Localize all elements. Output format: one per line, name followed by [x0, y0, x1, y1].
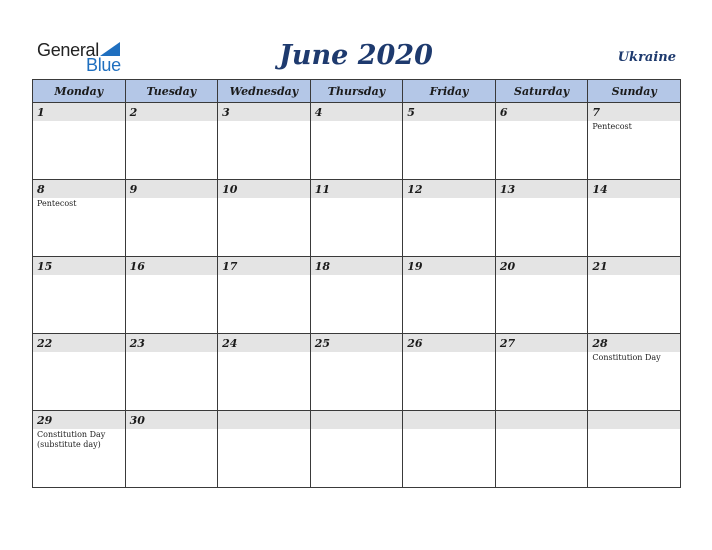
day-number: 25 [314, 337, 330, 350]
day-cell [495, 180, 588, 257]
weekday-header: Wednesday [218, 80, 311, 103]
day-number: 30 [129, 414, 145, 427]
day-number-bar [588, 334, 680, 352]
holiday-event [311, 121, 403, 122]
weekday-header: Tuesday [125, 80, 218, 103]
holiday-event [403, 429, 495, 430]
day-number: 4 [314, 106, 323, 119]
day-number: 17 [222, 260, 238, 273]
holiday-event [218, 198, 310, 199]
weekday-header: Sunday [588, 80, 681, 103]
holiday-event [403, 275, 495, 276]
weekday-header: Monday [33, 80, 126, 103]
holiday-event [403, 198, 495, 199]
day-cell [588, 411, 681, 488]
day-number-bar [496, 180, 588, 198]
week-row [33, 257, 681, 334]
day-cell [588, 103, 681, 180]
holiday-event: Pentecost [37, 199, 77, 208]
holiday-event [126, 429, 218, 430]
day-cell [588, 334, 681, 411]
day-number: 19 [407, 260, 423, 273]
day-number: 7 [592, 106, 601, 119]
holiday-event [403, 121, 495, 122]
day-number-bar [218, 334, 310, 352]
holiday-event [496, 121, 588, 122]
day-cell [403, 334, 496, 411]
day-cell [403, 180, 496, 257]
weekday-header-row [33, 80, 681, 103]
day-number-bar [496, 103, 588, 121]
holiday-event [311, 429, 403, 430]
day-number: 14 [592, 183, 608, 196]
day-number-bar [496, 411, 588, 429]
day-number-bar [311, 257, 403, 275]
day-number-bar [218, 411, 310, 429]
week-row [33, 334, 681, 411]
day-number: 16 [129, 260, 145, 273]
day-number-bar [403, 257, 495, 275]
day-number-bar [311, 180, 403, 198]
day-number-bar [588, 257, 680, 275]
holiday-event [588, 275, 680, 276]
day-number-bar [218, 180, 310, 198]
day-number-bar [403, 180, 495, 198]
holiday-event [218, 352, 310, 353]
day-number: 24 [222, 337, 238, 350]
day-cell [33, 180, 126, 257]
day-number-bar [33, 334, 125, 352]
day-number-bar [126, 257, 218, 275]
day-cell [588, 257, 681, 334]
day-cell [310, 411, 403, 488]
day-number: 13 [499, 183, 516, 196]
day-number: 18 [314, 260, 330, 273]
day-number: 20 [499, 260, 516, 273]
holiday-event [33, 352, 125, 353]
holiday-event: Pentecost [592, 122, 632, 131]
day-number-bar [403, 103, 495, 121]
holiday-event [311, 352, 403, 353]
day-cell [33, 257, 126, 334]
day-number-bar [33, 180, 125, 198]
day-cell [218, 103, 311, 180]
day-number: 12 [407, 183, 423, 196]
holiday-event [403, 352, 495, 353]
day-cell [125, 334, 218, 411]
day-number: 10 [222, 183, 238, 196]
day-cell [403, 411, 496, 488]
day-number-bar [311, 103, 403, 121]
logo-flag-icon [100, 42, 120, 56]
day-cell [310, 180, 403, 257]
holiday-event [311, 198, 403, 199]
day-number-bar [403, 411, 495, 429]
day-number-bar [403, 334, 495, 352]
day-number-bar [588, 180, 680, 198]
day-number: 29 [37, 414, 53, 427]
weekday-header: Thursday [310, 80, 403, 103]
day-number-bar [218, 257, 310, 275]
week-row [33, 411, 681, 488]
day-number: 26 [407, 337, 423, 350]
holiday-event [126, 198, 218, 199]
day-number-bar [126, 334, 218, 352]
day-number-bar [311, 334, 403, 352]
day-number: 5 [407, 106, 415, 119]
holiday-event [496, 429, 588, 430]
day-cell [33, 334, 126, 411]
day-number: 15 [37, 260, 53, 273]
day-number-bar [588, 411, 680, 429]
holiday-event [588, 429, 680, 430]
day-cell [495, 411, 588, 488]
holiday-event [218, 429, 310, 430]
day-cell [125, 180, 218, 257]
day-number-bar [126, 411, 218, 429]
week-row [33, 180, 681, 257]
day-number: 6 [499, 106, 508, 119]
day-cell [310, 103, 403, 180]
day-number: 27 [499, 337, 516, 350]
day-cell [588, 180, 681, 257]
day-number: 1 [37, 106, 45, 119]
day-number-bar [33, 103, 125, 121]
day-number-bar [33, 257, 125, 275]
logo-general-text: General [37, 40, 99, 60]
logo [37, 40, 127, 74]
day-number: 28 [592, 337, 608, 350]
day-number: 23 [129, 337, 145, 350]
day-cell [403, 257, 496, 334]
logo-blue-text: Blue [86, 55, 121, 75]
day-cell [218, 411, 311, 488]
day-cell [125, 411, 218, 488]
day-cell [218, 180, 311, 257]
holiday-event [311, 275, 403, 276]
holiday-event [218, 275, 310, 276]
day-number-bar [311, 411, 403, 429]
day-cell [403, 103, 496, 180]
day-number-bar [126, 103, 218, 121]
day-cell [218, 257, 311, 334]
holiday-event [496, 352, 588, 353]
calendar-grid [32, 79, 681, 488]
holiday-event [496, 275, 588, 276]
day-number: 3 [222, 106, 230, 119]
holiday-event: Constitution Day (substitute day) [37, 430, 106, 449]
day-number: 21 [592, 260, 608, 273]
day-number-bar [33, 411, 125, 429]
day-cell [310, 334, 403, 411]
day-cell [125, 257, 218, 334]
day-cell [495, 103, 588, 180]
day-number-bar [588, 103, 680, 121]
day-number: 2 [129, 106, 138, 119]
day-cell [33, 411, 126, 488]
day-number-bar [218, 103, 310, 121]
holiday-event [218, 121, 310, 122]
day-cell [495, 334, 588, 411]
holiday-event [126, 121, 218, 122]
week-row [33, 103, 681, 180]
day-number: 9 [129, 183, 138, 196]
holiday-event [126, 352, 218, 353]
holiday-event [33, 275, 125, 276]
holiday-event: Constitution Day [592, 353, 661, 362]
day-cell [495, 257, 588, 334]
day-number: 8 [37, 183, 45, 196]
country-label: Ukraine [617, 50, 676, 65]
holiday-event [496, 198, 588, 199]
day-number-bar [126, 180, 218, 198]
day-number: 22 [37, 337, 53, 350]
holiday-event [588, 198, 680, 199]
holiday-event [33, 121, 125, 122]
day-cell [125, 103, 218, 180]
day-cell [310, 257, 403, 334]
calendar-title: June 2020 [279, 40, 433, 71]
day-cell [218, 334, 311, 411]
day-cell [33, 103, 126, 180]
weekday-header: Saturday [495, 80, 588, 103]
day-number-bar [496, 334, 588, 352]
day-number: 11 [314, 183, 330, 196]
day-number-bar [496, 257, 588, 275]
holiday-event [126, 275, 218, 276]
weekday-header: Friday [403, 80, 496, 103]
